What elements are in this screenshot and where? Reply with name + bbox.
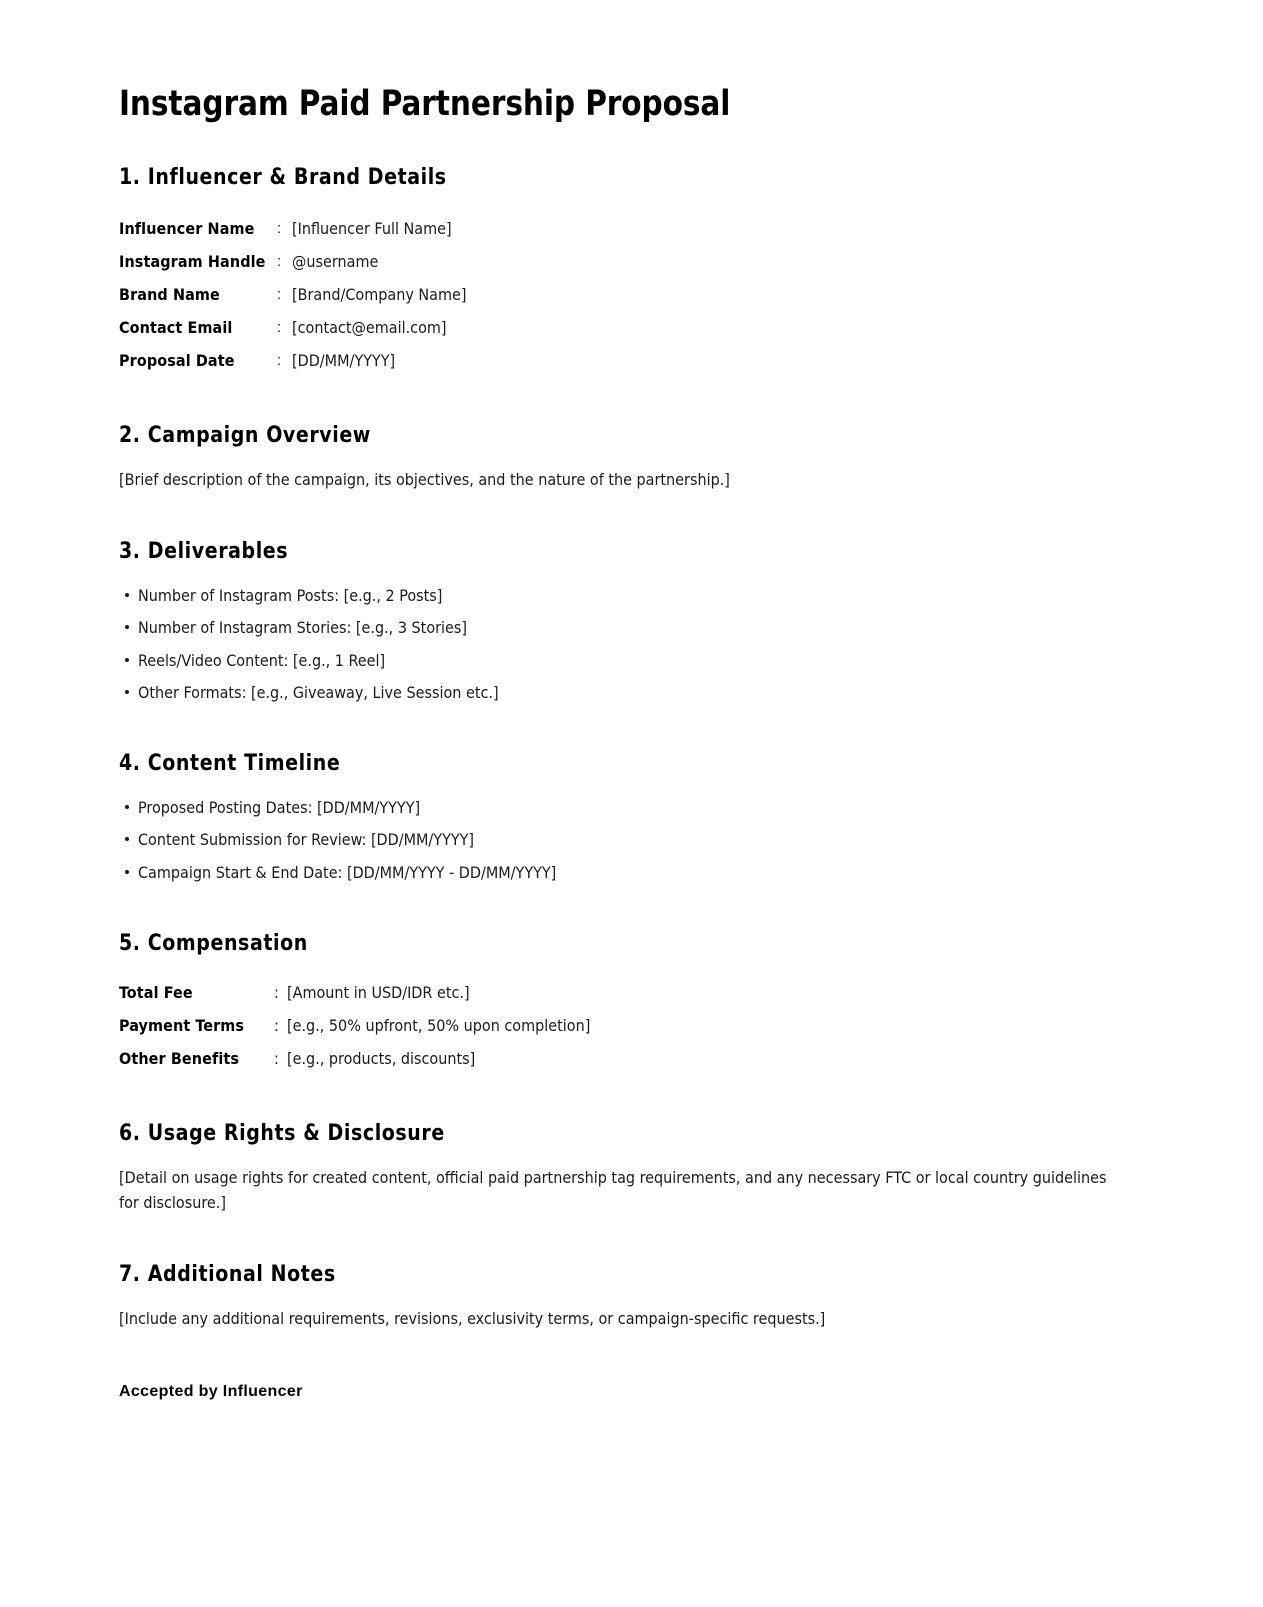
section-heading-content-timeline: 4. Content Timeline [119, 751, 341, 777]
section-deliverables [119, 539, 1108, 705]
section-campaign-overview [119, 423, 1108, 493]
section-heading-usage-rights-disclosure: 6. Usage Rights & Disclosure [119, 1120, 445, 1146]
field-value: [Influencer Full Name] [292, 219, 452, 239]
section-additional-notes [119, 1262, 1108, 1332]
table-row [119, 976, 590, 1009]
field-label: Proposal Date [119, 351, 235, 371]
table-row [119, 278, 466, 311]
field-value: [DD/MM/YYYY] [292, 351, 396, 371]
compensation-table [119, 976, 590, 1075]
field-value: [Brand/Company Name] [292, 285, 467, 305]
table-row [119, 344, 466, 377]
usage-rights-disclosure-body: [Detail on usage rights for created content, official paid partnership tag requirements, and any necessary FTC or local country guidelines for disclosure.] [119, 1167, 1107, 1212]
additional-notes-body: [Include any additional requirements, revisions, exclusivity terms, or campaign-specific requests.] [119, 1308, 826, 1328]
field-label: Influencer Name [119, 219, 255, 239]
accepted-by-influencer-label: Accepted by Influencer [119, 1383, 303, 1401]
list-item: Number of Instagram Stories: [e.g., 3 Stories] [119, 615, 1108, 640]
content-timeline-list [119, 795, 1108, 885]
section-heading-additional-notes: 7. Additional Notes [119, 1261, 336, 1287]
field-value: @username [292, 252, 379, 272]
field-colon: : [277, 352, 282, 370]
field-value-text: [e.g., 50% upfront, 50% upon completion] [287, 1015, 591, 1035]
table-row [119, 245, 466, 278]
section-usage-rights-disclosure [119, 1121, 1108, 1216]
field-value [274, 976, 590, 1009]
section-heading-compensation: 5. Compensation [119, 930, 308, 956]
section-heading-campaign-overview: 2. Campaign Overview [119, 423, 371, 449]
table-row [119, 1009, 590, 1042]
deliverables-list [119, 583, 1108, 705]
field-colon: : [274, 1015, 279, 1035]
section-influencer-brand-details [119, 165, 1108, 377]
field-value [274, 1042, 590, 1075]
field-value: [contact@email.com] [292, 318, 447, 338]
field-label: Instagram Handle [119, 252, 266, 272]
field-value-text: [e.g., products, discounts] [287, 1048, 476, 1068]
field-colon: : [274, 1048, 279, 1068]
list-item: Other Formats: [e.g., Giveaway, Live Session etc.] [119, 680, 1108, 705]
table-row [119, 311, 466, 344]
list-item: Proposed Posting Dates: [DD/MM/YYYY] [119, 795, 1108, 820]
influencer-brand-details-table [119, 212, 466, 377]
table-row [119, 212, 466, 245]
field-label: Contact Email [119, 318, 233, 338]
list-item: Campaign Start & End Date: [DD/MM/YYYY - DD/MM/YYYY] [119, 860, 1108, 885]
page-title: Instagram Paid Partnership Proposal [119, 84, 731, 124]
field-value-text: [Amount in USD/IDR etc.] [287, 982, 470, 1002]
field-colon: : [274, 982, 279, 1002]
field-colon: : [277, 286, 282, 304]
field-label: Payment Terms [119, 1015, 245, 1035]
field-label: Other Benefits [119, 1048, 240, 1068]
field-colon: : [277, 253, 282, 271]
section-heading-influencer-brand-details: 1. Influencer & Brand Details [119, 165, 447, 191]
section-compensation [119, 931, 1108, 1075]
section-heading-deliverables: 3. Deliverables [119, 539, 289, 565]
campaign-overview-body: [Brief description of the campaign, its objectives, and the nature of the partnership.] [119, 470, 730, 490]
field-colon: : [277, 319, 282, 337]
list-item: Number of Instagram Posts: [e.g., 2 Posts] [119, 583, 1108, 608]
field-label: Brand Name [119, 285, 220, 305]
field-label: Total Fee [119, 982, 193, 1002]
list-item: Reels/Video Content: [e.g., 1 Reel] [119, 648, 1108, 673]
list-item: Content Submission for Review: [DD/MM/YYYY] [119, 827, 1108, 852]
field-colon: : [277, 220, 282, 238]
table-row [119, 1042, 590, 1075]
field-value [274, 1009, 590, 1042]
section-content-timeline [119, 751, 1108, 885]
